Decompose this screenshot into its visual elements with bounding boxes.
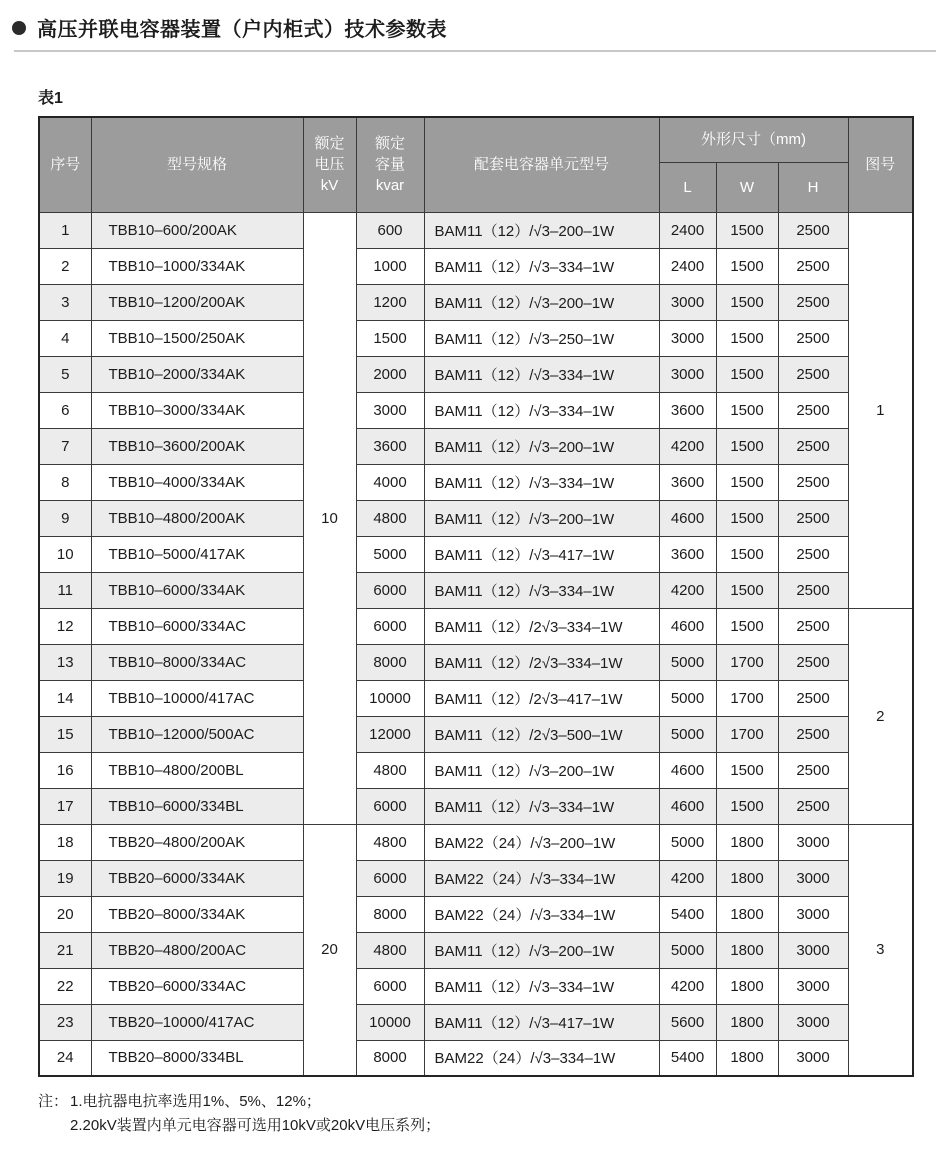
cell-model: TBB20–10000/417AC — [91, 1004, 303, 1040]
cell-seq: 2 — [39, 248, 91, 284]
cell-unit-model: BAM11（12）/√3–334–1W — [424, 968, 659, 1004]
cell-unit-model: BAM22（24）/√3–334–1W — [424, 896, 659, 932]
cell-model: TBB10–4800/200AK — [91, 500, 303, 536]
cell-width: 1800 — [716, 896, 778, 932]
cell-height: 2500 — [778, 428, 848, 464]
cell-seq: 24 — [39, 1040, 91, 1076]
cell-width: 1500 — [716, 248, 778, 284]
cell-length: 5600 — [659, 1004, 716, 1040]
cell-capacity: 3000 — [356, 392, 424, 428]
table-row — [39, 1040, 913, 1076]
cell-width: 1500 — [716, 788, 778, 824]
cell-capacity: 6000 — [356, 788, 424, 824]
cell-model: TBB10–4800/200BL — [91, 752, 303, 788]
cell-capacity: 1500 — [356, 320, 424, 356]
cell-width: 1800 — [716, 932, 778, 968]
cell-seq: 5 — [39, 356, 91, 392]
table-row — [39, 680, 913, 716]
cell-unit-model: BAM11（12）/√3–250–1W — [424, 320, 659, 356]
table-row — [39, 824, 913, 860]
column-header-voltage-line: kV — [320, 177, 339, 195]
page-title: 高压并联电容器装置（户内柜式）技术参数表 — [37, 19, 447, 41]
table-row — [39, 716, 913, 752]
cell-width: 1800 — [716, 1004, 778, 1040]
cell-unit-model: BAM11（12）/√3–334–1W — [424, 248, 659, 284]
cell-length: 5000 — [659, 644, 716, 680]
table-row — [39, 788, 913, 824]
table-row — [39, 968, 913, 1004]
cell-model: TBB10–1000/334AK — [91, 248, 303, 284]
cell-capacity: 4000 — [356, 464, 424, 500]
cell-voltage: 10 — [303, 212, 356, 824]
cell-seq: 1 — [39, 212, 91, 248]
cell-unit-model: BAM11（12）/√3–200–1W — [424, 284, 659, 320]
table-row — [39, 752, 913, 788]
cell-length: 4200 — [659, 428, 716, 464]
cell-height: 2500 — [778, 320, 848, 356]
cell-model: TBB20–4800/200AC — [91, 932, 303, 968]
cell-seq: 9 — [39, 500, 91, 536]
cell-width: 1500 — [716, 356, 778, 392]
cell-height: 3000 — [778, 1040, 848, 1076]
column-header-seq: 序号 — [39, 117, 91, 212]
cell-height: 2500 — [778, 788, 848, 824]
cell-height: 2500 — [778, 608, 848, 644]
cell-length: 4600 — [659, 788, 716, 824]
cell-seq: 23 — [39, 1004, 91, 1040]
cell-capacity: 4800 — [356, 824, 424, 860]
cell-model: TBB10–6000/334AK — [91, 572, 303, 608]
table-row — [39, 464, 913, 500]
cell-height: 2500 — [778, 212, 848, 248]
table-row — [39, 500, 913, 536]
column-header-figure: 图号 — [848, 117, 913, 212]
cell-figure: 2 — [848, 608, 913, 824]
cell-height: 2500 — [778, 356, 848, 392]
cell-unit-model: BAM11（12）/√3–417–1W — [424, 1004, 659, 1040]
cell-capacity: 1000 — [356, 248, 424, 284]
cell-height: 2500 — [778, 500, 848, 536]
cell-length: 5400 — [659, 896, 716, 932]
cell-seq: 21 — [39, 932, 91, 968]
cell-width: 1800 — [716, 824, 778, 860]
notes-prefix: 注： — [38, 1093, 69, 1110]
bullet-icon — [12, 21, 26, 35]
cell-unit-model: BAM22（24）/√3–334–1W — [424, 860, 659, 896]
cell-length: 5000 — [659, 824, 716, 860]
notes — [38, 1090, 950, 1138]
title-divider — [14, 50, 936, 52]
cell-voltage: 20 — [303, 824, 356, 1076]
cell-unit-model: BAM22（24）/√3–334–1W — [424, 1040, 659, 1076]
cell-height: 2500 — [778, 572, 848, 608]
column-header-voltage-line: 电压 — [314, 156, 345, 174]
column-header-capacity-line: 额定 — [374, 135, 405, 153]
cell-capacity: 12000 — [356, 716, 424, 752]
column-header-voltage-line: 额定 — [314, 135, 345, 153]
cell-height: 2500 — [778, 644, 848, 680]
cell-length: 4600 — [659, 608, 716, 644]
cell-model: TBB20–8000/334BL — [91, 1040, 303, 1076]
table-row — [39, 860, 913, 896]
cell-seq: 4 — [39, 320, 91, 356]
cell-model: TBB10–12000/500AC — [91, 716, 303, 752]
cell-unit-model: BAM11（12）/√3–334–1W — [424, 572, 659, 608]
cell-unit-model: BAM11（12）/√3–200–1W — [424, 212, 659, 248]
cell-unit-model: BAM11（12）/2√3–334–1W — [424, 608, 659, 644]
cell-height: 2500 — [778, 464, 848, 500]
cell-model: TBB10–1500/250AK — [91, 320, 303, 356]
cell-model: TBB20–6000/334AK — [91, 860, 303, 896]
cell-length: 5000 — [659, 716, 716, 752]
cell-seq: 3 — [39, 284, 91, 320]
cell-height: 3000 — [778, 1004, 848, 1040]
cell-length: 3600 — [659, 464, 716, 500]
cell-unit-model: BAM11（12）/√3–334–1W — [424, 788, 659, 824]
table-label: 表1 — [38, 90, 63, 107]
cell-unit-model: BAM11（12）/2√3–334–1W — [424, 644, 659, 680]
cell-width: 1500 — [716, 752, 778, 788]
cell-unit-model: BAM11（12）/2√3–500–1W — [424, 716, 659, 752]
cell-capacity: 6000 — [356, 608, 424, 644]
table-body — [39, 212, 913, 1076]
cell-figure: 1 — [848, 212, 913, 608]
column-header-unit-model: 配套电容器单元型号 — [424, 117, 659, 212]
cell-width: 1800 — [716, 860, 778, 896]
table-row — [39, 320, 913, 356]
cell-model: TBB10–600/200AK — [91, 212, 303, 248]
cell-unit-model: BAM22（24）/√3–200–1W — [424, 824, 659, 860]
table-row — [39, 644, 913, 680]
table-row — [39, 572, 913, 608]
cell-model: TBB10–10000/417AC — [91, 680, 303, 716]
parameters-table — [38, 116, 914, 1077]
cell-capacity: 6000 — [356, 860, 424, 896]
cell-model: TBB20–4800/200AK — [91, 824, 303, 860]
cell-capacity: 600 — [356, 212, 424, 248]
cell-model: TBB10–6000/334BL — [91, 788, 303, 824]
table-row — [39, 392, 913, 428]
cell-capacity: 1200 — [356, 284, 424, 320]
cell-model: TBB10–8000/334AC — [91, 644, 303, 680]
cell-unit-model: BAM11（12）/2√3–417–1W — [424, 680, 659, 716]
cell-length: 4600 — [659, 752, 716, 788]
cell-seq: 18 — [39, 824, 91, 860]
cell-width: 1500 — [716, 572, 778, 608]
cell-length: 5400 — [659, 1040, 716, 1076]
cell-capacity: 2000 — [356, 356, 424, 392]
cell-unit-model: BAM11（12）/√3–334–1W — [424, 392, 659, 428]
cell-width: 1700 — [716, 680, 778, 716]
cell-length: 5000 — [659, 932, 716, 968]
cell-seq: 16 — [39, 752, 91, 788]
page-header — [0, 0, 950, 42]
column-header-dimensions-group: 外形尺寸（mm) — [659, 117, 848, 162]
cell-seq: 17 — [39, 788, 91, 824]
cell-capacity: 10000 — [356, 1004, 424, 1040]
cell-capacity: 6000 — [356, 572, 424, 608]
table-row — [39, 536, 913, 572]
column-header-capacity — [356, 117, 424, 212]
cell-height: 3000 — [778, 896, 848, 932]
cell-model: TBB10–6000/334AC — [91, 608, 303, 644]
cell-model: TBB10–1200/200AK — [91, 284, 303, 320]
cell-seq: 14 — [39, 680, 91, 716]
cell-capacity: 8000 — [356, 644, 424, 680]
column-header-width: W — [716, 162, 778, 212]
cell-height: 2500 — [778, 680, 848, 716]
cell-seq: 6 — [39, 392, 91, 428]
cell-width: 1500 — [716, 212, 778, 248]
cell-seq: 15 — [39, 716, 91, 752]
cell-length: 4200 — [659, 572, 716, 608]
cell-unit-model: BAM11（12）/√3–417–1W — [424, 536, 659, 572]
cell-model: TBB10–3000/334AK — [91, 392, 303, 428]
cell-height: 3000 — [778, 824, 848, 860]
cell-capacity: 6000 — [356, 968, 424, 1004]
cell-length: 4200 — [659, 968, 716, 1004]
cell-seq: 19 — [39, 860, 91, 896]
cell-width: 1800 — [716, 1040, 778, 1076]
cell-length: 3000 — [659, 284, 716, 320]
column-header-voltage — [303, 117, 356, 212]
cell-length: 3600 — [659, 536, 716, 572]
table-row — [39, 896, 913, 932]
table-row — [39, 608, 913, 644]
column-header-model: 型号规格 — [91, 117, 303, 212]
cell-capacity: 8000 — [356, 1040, 424, 1076]
note-item: 2.20kV装置内单元电容器可选用10kV或20kV电压系列； — [70, 1117, 441, 1134]
table-row — [39, 356, 913, 392]
cell-model: TBB20–6000/334AC — [91, 968, 303, 1004]
cell-width: 1700 — [716, 716, 778, 752]
cell-capacity: 3600 — [356, 428, 424, 464]
table-row — [39, 212, 913, 248]
cell-capacity: 4800 — [356, 500, 424, 536]
cell-width: 1500 — [716, 500, 778, 536]
note-item: 1.电抗器电抗率选用1%、5%、12%； — [70, 1093, 321, 1110]
cell-width: 1500 — [716, 536, 778, 572]
cell-seq: 8 — [39, 464, 91, 500]
cell-width: 1800 — [716, 968, 778, 1004]
column-header-length: L — [659, 162, 716, 212]
cell-seq: 13 — [39, 644, 91, 680]
cell-length: 4200 — [659, 860, 716, 896]
cell-seq: 11 — [39, 572, 91, 608]
cell-height: 3000 — [778, 968, 848, 1004]
cell-width: 1500 — [716, 392, 778, 428]
cell-width: 1500 — [716, 284, 778, 320]
cell-capacity: 8000 — [356, 896, 424, 932]
cell-length: 2400 — [659, 248, 716, 284]
table-row — [39, 284, 913, 320]
cell-seq: 10 — [39, 536, 91, 572]
cell-height: 2500 — [778, 392, 848, 428]
table-row — [39, 428, 913, 464]
cell-height: 3000 — [778, 860, 848, 896]
table-row — [39, 1004, 913, 1040]
cell-unit-model: BAM11（12）/√3–200–1W — [424, 932, 659, 968]
cell-model: TBB10–4000/334AK — [91, 464, 303, 500]
cell-model: TBB20–8000/334AK — [91, 896, 303, 932]
cell-model: TBB10–2000/334AK — [91, 356, 303, 392]
cell-unit-model: BAM11（12）/√3–200–1W — [424, 428, 659, 464]
cell-length: 3000 — [659, 320, 716, 356]
cell-height: 2500 — [778, 716, 848, 752]
cell-width: 1500 — [716, 608, 778, 644]
cell-height: 2500 — [778, 536, 848, 572]
cell-capacity: 10000 — [356, 680, 424, 716]
table-row — [39, 932, 913, 968]
cell-height: 2500 — [778, 752, 848, 788]
cell-length: 2400 — [659, 212, 716, 248]
cell-model: TBB10–3600/200AK — [91, 428, 303, 464]
cell-height: 3000 — [778, 932, 848, 968]
cell-height: 2500 — [778, 248, 848, 284]
cell-length: 4600 — [659, 500, 716, 536]
cell-unit-model: BAM11（12）/√3–200–1W — [424, 500, 659, 536]
cell-width: 1500 — [716, 464, 778, 500]
column-header-capacity-line: 容量 — [374, 156, 405, 174]
cell-unit-model: BAM11（12）/√3–200–1W — [424, 752, 659, 788]
cell-figure: 3 — [848, 824, 913, 1076]
cell-height: 2500 — [778, 284, 848, 320]
cell-length: 3000 — [659, 356, 716, 392]
cell-seq: 22 — [39, 968, 91, 1004]
table-row — [39, 248, 913, 284]
cell-seq: 7 — [39, 428, 91, 464]
cell-seq: 20 — [39, 896, 91, 932]
cell-length: 3600 — [659, 392, 716, 428]
cell-unit-model: BAM11（12）/√3–334–1W — [424, 356, 659, 392]
cell-width: 1500 — [716, 428, 778, 464]
cell-width: 1500 — [716, 320, 778, 356]
cell-capacity: 4800 — [356, 932, 424, 968]
column-header-height: H — [778, 162, 848, 212]
column-header-capacity-line: kvar — [375, 177, 405, 195]
cell-width: 1700 — [716, 644, 778, 680]
cell-unit-model: BAM11（12）/√3–334–1W — [424, 464, 659, 500]
cell-length: 5000 — [659, 680, 716, 716]
cell-capacity: 4800 — [356, 752, 424, 788]
cell-capacity: 5000 — [356, 536, 424, 572]
cell-seq: 12 — [39, 608, 91, 644]
cell-model: TBB10–5000/417AK — [91, 536, 303, 572]
